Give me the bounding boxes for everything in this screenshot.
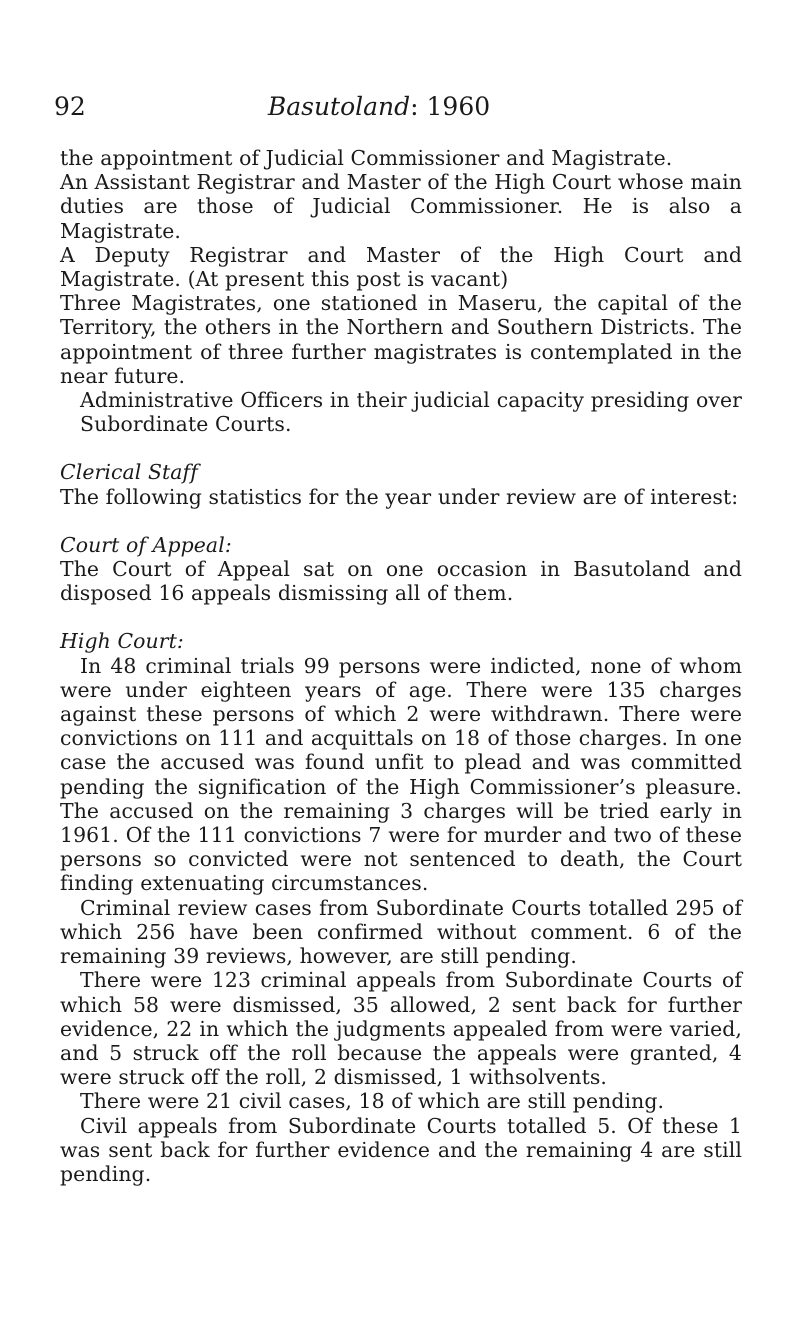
section-heading-clerical: Clerical Staff [60, 460, 198, 485]
paragraph: The following statistics for the year under review are of interest: [60, 484, 739, 509]
running-title-country: Basutoland [267, 92, 411, 121]
paragraph: An Assistant Registrar and Master of the High Court whose main duties are those of Judicial Commissioner. He is also a Magistrate. [60, 170, 742, 243]
page-number: 92 [54, 92, 86, 121]
paragraph: Three Magistrates, one stationed in Maseru, the capital of the Territory, the others in the Northern and Southern Districts. The appointment of three further magistrates is contemplated in the near future. [60, 291, 742, 388]
paragraph: The Court of Appeal sat on one occasion in Basutoland and disposed 16 appeals dismissing all of them. [60, 557, 742, 606]
paragraph: In 48 criminal trials 99 persons were indicted, none of whom were under eighteen years of age. There were 135 charges against these persons of which 2 were withdrawn. There were convictions on 111 and acquittals on 18 of those charges. In one case the accused was found unfit to plead and was committed pending the signification of the High Commissioner’s pleasure. The accused on the remaining 3 charges will be tried early in 1961. Of the 111 convictions 7 were for murder and two of these persons so convicted were not sentenced to death, the Court finding extenuating circumstances. [60, 653, 742, 896]
paragraph: There were 21 civil cases, 18 of which are still pending. [80, 1089, 665, 1114]
section-heading-high-court: High Court: [60, 629, 184, 654]
paragraph: Administrative Officers in their judicial capacity presiding over Subordinate Courts. [80, 388, 742, 437]
body-text [60, 146, 742, 1186]
paragraph: A Deputy Registrar and Master of the High Court and Magistrate. (At present this post is vacant) [60, 242, 742, 292]
paragraph: the appointment of Judicial Commissioner and Magistrate. [60, 146, 673, 170]
running-title-year: : 1960 [410, 92, 491, 121]
paragraph: Criminal review cases from Subordinate Courts totalled 295 of which 256 have been confirmed without comment. 6 of the remaining 39 reviews, however, are still pending. [60, 895, 742, 969]
paragraph: Civil appeals from Subordinate Courts totalled 5. Of these 1 was sent back for further evidence and the remaining 4 are still pending. [60, 1113, 742, 1186]
page-header [54, 92, 704, 132]
paragraph: There were 123 criminal appeals from Subordinate Courts of which 58 were dismissed, 35 allowed, 2 sent back for further evidence, 22 in which the judgments appealed from were varied, and 5 struck off the roll because the appeals were granted, 4 were struck off the roll, 2 dismissed, 1 withsolvents. [60, 968, 742, 1090]
running-title [54, 92, 704, 121]
section-heading-appeal: Court of Appeal: [60, 532, 232, 557]
